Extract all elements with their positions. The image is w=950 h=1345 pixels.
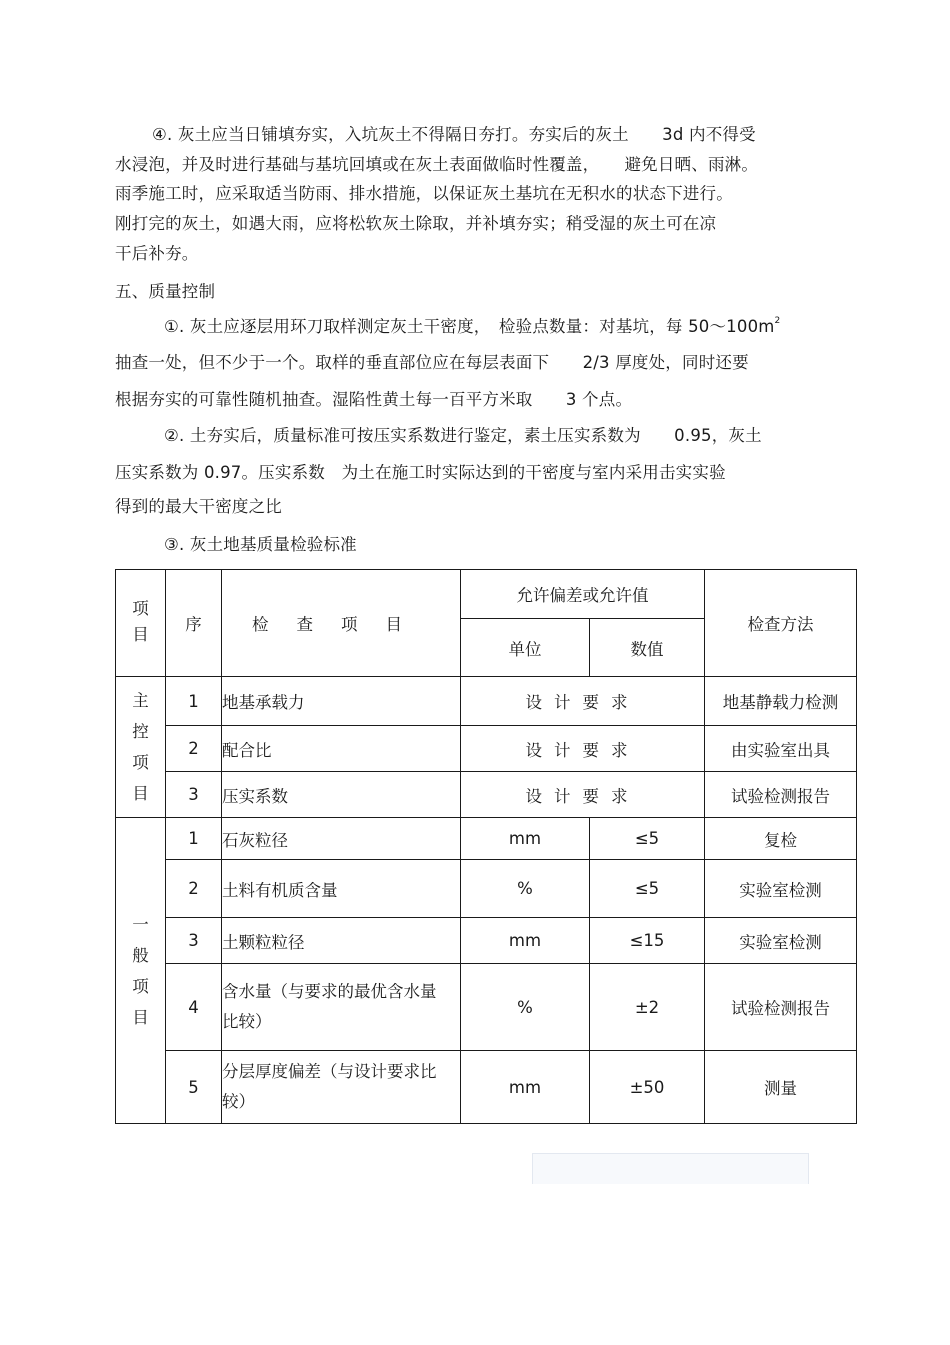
general-method: 实验室检测 [705, 860, 857, 918]
main-method: 由实验室出具 [705, 726, 857, 772]
general-value: ±50 [590, 1051, 705, 1124]
general-seq: 4 [166, 964, 222, 1051]
general-method: 实验室检测 [705, 918, 857, 964]
header-allow: 允许偏差或允许值 [461, 570, 705, 619]
main-seq: 3 [166, 772, 222, 818]
general-method: 试验检测报告 [705, 964, 857, 1051]
general-seq: 1 [166, 818, 222, 860]
general-seq: 5 [166, 1051, 222, 1124]
general-item: 分层厚度偏差（与设计要求比较） [222, 1051, 461, 1124]
main-item: 压实系数 [222, 772, 461, 818]
general-unit: mm [461, 1051, 590, 1124]
main-req: 设计要求 [461, 726, 705, 772]
main-seq: 1 [166, 677, 222, 726]
item1-line3: 根据夯实的可靠性随机抽查。湿陷性黄土每一百平方米取 3 个点。 [115, 390, 633, 409]
header-item: 项目 [116, 570, 166, 677]
item2-line2: 压实系数为 0.97。压实系数 为土在施工时实际达到的干密度与室内采用击实实验 [115, 463, 726, 482]
group-general: 一般项目 [116, 818, 166, 1124]
general-item: 含水量（与要求的最优含水量比较） [222, 964, 461, 1051]
general-value: ≤5 [590, 818, 705, 860]
main-method: 试验检测报告 [705, 772, 857, 818]
general-value: ≤15 [590, 918, 705, 964]
item1-sup: 2 [774, 316, 781, 326]
blank-box [532, 1153, 809, 1184]
general-unit: mm [461, 818, 590, 860]
main-item: 地基承载力 [222, 677, 461, 726]
general-unit: mm [461, 918, 590, 964]
main-item: 配合比 [222, 726, 461, 772]
general-seq: 2 [166, 860, 222, 918]
item2-line1: ②. 土夯实后，质量标准可按压实系数进行鉴定，素土压实系数为 0.95，灰土 [164, 426, 762, 445]
general-item: 土料有机质含量 [222, 860, 461, 918]
main-method: 地基静载力检测 [705, 677, 857, 726]
general-value: ≤5 [590, 860, 705, 918]
para4-line4: 刚打完的灰土，如遇大雨，应将松软灰土除取，并补填夯实；稍受湿的灰土可在凉 [115, 214, 717, 233]
general-seq: 3 [166, 918, 222, 964]
general-item: 土颗粒粒径 [222, 918, 461, 964]
para4-line2: 水浸泡，并及时进行基础与基坑回填或在灰土表面做临时性覆盖， 避免日晒、雨淋。 [115, 155, 759, 174]
para4-line3: 雨季施工时，应采取适当防雨、排水措施，以保证灰土基坑在无积水的状态下进行。 [115, 184, 733, 203]
main-seq: 2 [166, 726, 222, 772]
para4-line1: ④. 灰土应当日铺填夯实，入坑灰土不得隔日夯打。夯实后的灰土 3d 内不得受 [152, 125, 756, 144]
item1-line2: 抽查一处，但不少于一个。取样的垂直部位应在每层表面下 2/3 厚度处，同时还要 [115, 353, 749, 372]
general-method: 复检 [705, 818, 857, 860]
para4-line5: 干后补夯。 [115, 244, 199, 263]
main-req: 设计要求 [461, 677, 705, 726]
general-method: 测量 [705, 1051, 857, 1124]
header-method: 检查方法 [705, 570, 857, 677]
item3-title: ③. 灰土地基质量检验标准 [164, 535, 357, 554]
general-item: 石灰粒径 [222, 818, 461, 860]
main-req: 设计要求 [461, 772, 705, 818]
general-value: ±2 [590, 964, 705, 1051]
header-seq: 序 [166, 570, 222, 677]
quality-table [115, 569, 857, 1124]
header-unit: 单位 [461, 619, 590, 677]
header-check: 检查项目 [222, 570, 461, 677]
general-unit: % [461, 860, 590, 918]
group-main: 主控项目 [116, 677, 166, 818]
header-value: 数值 [590, 619, 705, 677]
item1-line1-text: ①. 灰土应逐层用环刀取样测定灰土干密度， 检验点数量：对基坑，每 50～100m [164, 317, 775, 336]
general-unit: % [461, 964, 590, 1051]
item2-line3: 得到的最大干密度之比 [115, 497, 282, 516]
item1-line1 [164, 315, 780, 342]
section-title: 五、质量控制 [115, 282, 216, 301]
